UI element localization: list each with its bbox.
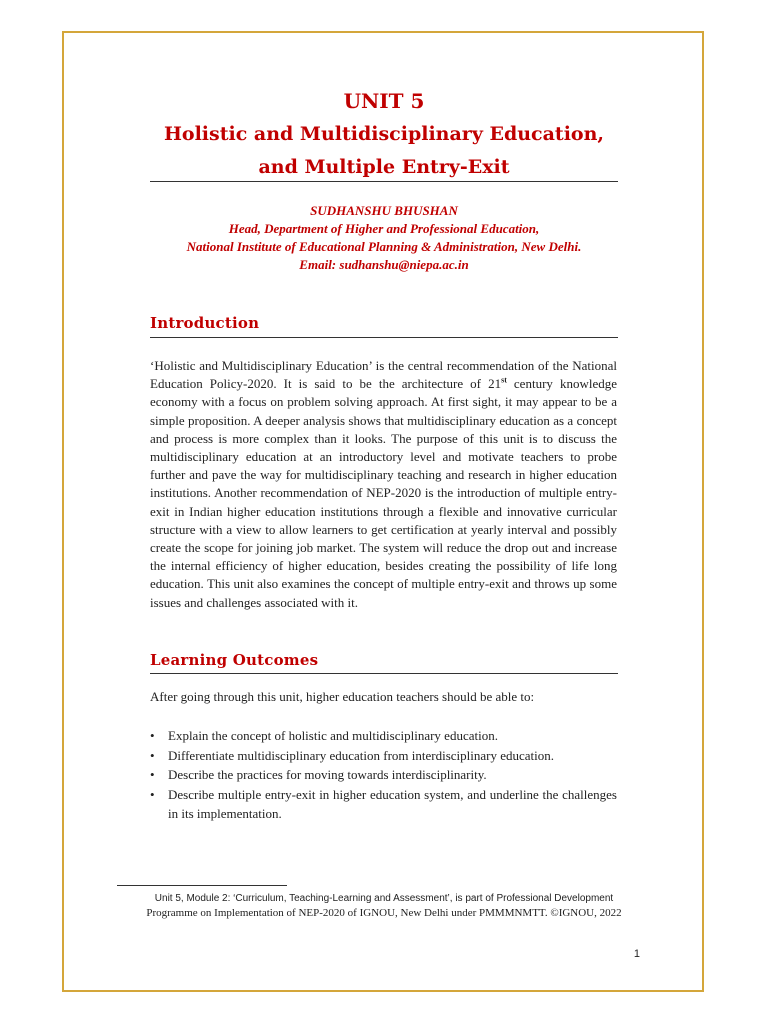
introduction-divider — [150, 337, 618, 338]
list-item — [150, 765, 617, 785]
author-name: SUDHANSHU BHUSHAN — [310, 203, 458, 218]
introduction-heading: Introduction — [150, 314, 260, 332]
list-item-text: Describe the practices for moving towards interdisciplinarity. — [168, 767, 487, 783]
bullet-icon: • — [150, 728, 155, 743]
list-item-text: Differentiate multidisciplinary education from interdisciplinary education. — [168, 747, 555, 763]
unit-title-line-2: and Multiple Entry-Exit — [258, 156, 510, 178]
title-block — [150, 84, 618, 184]
list-item-text: Describe multiple entry-exit in higher education system, and underline the challenges in its implementation. — [168, 786, 617, 822]
list-item-text: Explain the concept of holistic and multidisciplinary education. — [168, 728, 498, 743]
footnote-divider — [117, 885, 287, 886]
unit-title-line-1: Holistic and Multidisciplinary Education, — [163, 123, 605, 145]
title-divider — [150, 181, 618, 182]
list-item — [150, 746, 617, 766]
introduction-paragraph — [150, 357, 617, 612]
footnote-line-1: Unit 5, Module 2: ‘Curriculum, Teaching-Learning and Assessment’, is part of Professional Development — [154, 893, 614, 904]
list-item — [150, 785, 617, 824]
bullet-icon: • — [150, 786, 155, 802]
footnote — [112, 891, 656, 921]
footnote-line-2: Programme on Implementation of NEP-2020 of IGNOU, New Delhi under PMMMNMTT. ©IGNOU, 2022 — [146, 907, 622, 919]
author-email: Email: sudhanshu@niepa.ac.in — [299, 257, 469, 272]
introduction-text-part-2: century knowledge economy with a focus on problem solving approach. At first sight, it may appear to be a simple proposition. A deeper analysis shows that multidisciplinary education as a concept and process is more complex than it looks. The purpose of this unit is to discuss the multidisciplinary education at an introductory level and motivate teachers to probe further and pave the way for multidisciplinary teaching and research in higher education institutions. Another recommendation of NEP-2020 is the introduction of multiple entry-exit in Indian higher education institutions through a flexible and innovative curricular structure with a view to allow learners to get certification at yearly interval and possibly create the scope for joining job market. The system will reduce the drop out and increase the internal efficiency of higher education, besides creating the possibility of life long education. This unit also examines the concept of multiple entry-exit and throws up some issues and challenges associated with it. — [150, 376, 617, 610]
learning-outcomes-list — [150, 726, 617, 824]
author-position: Head, Department of Higher and Professional Education, — [228, 221, 540, 236]
learning-outcomes-intro: After going through this unit, higher education teachers should be able to: — [150, 689, 535, 704]
list-item — [150, 726, 617, 746]
author-institution: National Institute of Educational Planning & Administration, New Delhi. — [186, 239, 582, 254]
bullet-icon: • — [150, 767, 155, 783]
page-number: 1 — [633, 948, 640, 960]
learning-outcomes-heading: Learning Outcomes — [150, 651, 319, 669]
learning-outcomes-divider — [150, 673, 618, 674]
bullet-icon: • — [150, 747, 155, 763]
author-block — [150, 202, 618, 274]
introduction-text-part-1: ‘Holistic and Multidisciplinary Education’ is the central recommendation of the National Education Policy-2020. It is said to be the architecture of 21 — [150, 358, 617, 392]
superscript-st: st — [501, 375, 507, 385]
unit-number: UNIT 5 — [343, 89, 425, 113]
